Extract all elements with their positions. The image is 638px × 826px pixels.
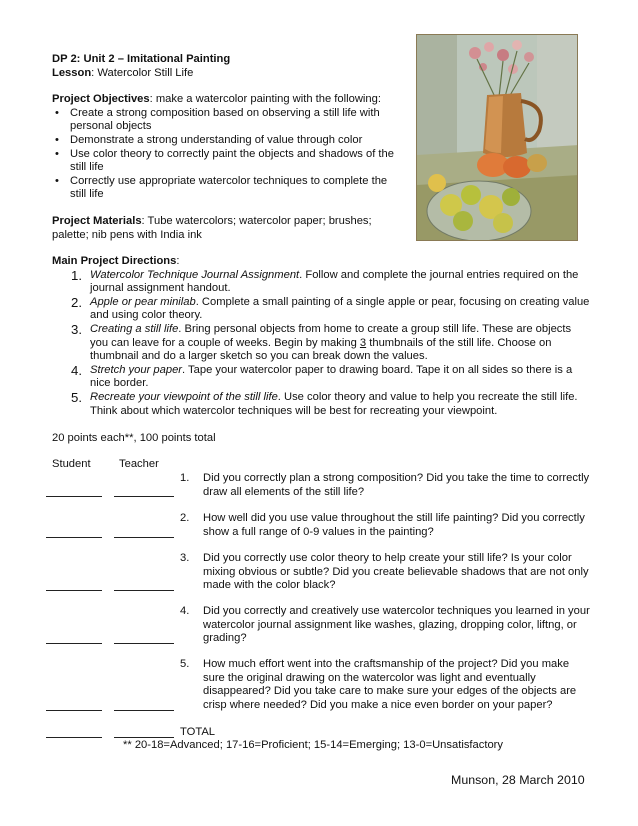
teacher-score-blank[interactable] <box>114 590 174 591</box>
objective-item: • Create a strong composition based on observing a still life with personal objects <box>52 107 404 134</box>
document-title: DP 2: Unit 2 – Imitational Painting <box>52 53 231 65</box>
objectives-label: Project Objectives <box>52 93 150 106</box>
step-text: . Complete a small painting of a single apple or pear, focusing on creating value and using color theory. <box>90 295 590 322</box>
lesson-line <box>52 67 404 81</box>
directions-label: Main Project Directions <box>52 255 177 267</box>
student-score-blank[interactable] <box>46 643 102 644</box>
lesson-label: Lesson <box>52 66 92 79</box>
teacher-score-blank[interactable] <box>114 496 174 497</box>
student-total-blank[interactable] <box>46 737 102 738</box>
teacher-total-blank[interactable] <box>114 737 174 738</box>
direction-step <box>52 323 592 364</box>
step-number: 5. <box>71 389 82 405</box>
step-text: . Tape your watercolor paper to drawing board. Tape it on all sides so there is a nice border. <box>90 363 573 390</box>
step-text: . Use color theory and value to help you recreate the still life. Think about which watercolor techniques will be best for recreating your viewpoint. <box>90 390 578 417</box>
question-number: 5. <box>180 658 190 670</box>
directions-section <box>52 255 592 418</box>
step-text: . Follow and complete the journal entries required on the journal assignment handout. <box>90 268 579 295</box>
objective-item: • Use color theory to correctly paint the objects and shadows of the still life <box>52 148 404 175</box>
points-summary: 20 points each**, 100 points total <box>52 432 216 444</box>
grading-scale-footnote: ** 20-18=Advanced; 17-16=Proficient; 15-14=Emerging; 13-0=Unsatisfactory <box>123 739 503 751</box>
directions-list <box>52 269 592 419</box>
question-number: 2. <box>180 512 190 524</box>
lesson-value: : Watercolor Still Life <box>91 66 194 79</box>
step-number: 2. <box>71 294 82 310</box>
materials-text: : Tube watercolors; watercolor paper; brushes; palette; nib pens with India ink <box>52 214 372 241</box>
directions-colon: : <box>176 255 180 267</box>
materials-label: Project Materials <box>52 214 142 227</box>
question-number: 3. <box>180 552 190 564</box>
objectives-list <box>52 107 404 202</box>
still-life-painting-image <box>416 34 578 241</box>
teacher-score-blank[interactable] <box>114 643 174 644</box>
directions-heading <box>52 255 592 269</box>
header-block <box>52 53 404 242</box>
total-label: TOTAL <box>180 726 216 738</box>
step-number: 1. <box>71 267 82 283</box>
question-text: Did you correctly plan a strong composition? Did you take the time to correctly draw all elements of the still life? <box>203 472 590 498</box>
teacher-column-label: Teacher <box>119 458 159 470</box>
still-life-painting-illustration <box>417 35 578 241</box>
step-title: Apple or pear minilab <box>90 295 196 308</box>
question-number: 4. <box>180 605 190 617</box>
objectives-intro: : make a watercolor painting with the following: <box>149 93 381 106</box>
materials-section <box>52 215 404 242</box>
author-date-signature: Munson, 28 March 2010 <box>451 773 585 787</box>
student-score-blank[interactable] <box>46 590 102 591</box>
direction-step <box>52 296 592 323</box>
question-number: 1. <box>180 472 190 484</box>
step-text: . Bring personal objects from home to create a group still life. These are objects you can leave for a couple of weeks. Begin by making <box>90 322 572 349</box>
teacher-score-blank[interactable] <box>114 537 174 538</box>
step-underlined-count: 3 <box>359 336 367 349</box>
step-title: Stretch your paper <box>90 363 183 376</box>
step-title: Creating a still life <box>90 322 179 335</box>
question-text: Did you correctly and creatively use watercolor techniques you learned in your watercolor journal assignment like washes, glazing, dropping color, liftng, or grading? <box>203 605 590 645</box>
step-number: 3. <box>71 321 82 337</box>
step-number: 4. <box>71 362 82 378</box>
student-column-label: Student <box>52 458 91 470</box>
step-title: Watercolor Technique Journal Assignment <box>90 268 300 281</box>
objectives-intro-line <box>52 93 404 107</box>
student-score-blank[interactable] <box>46 537 102 538</box>
question-text: Did you correctly use color theory to help create your still life? Is your color mixing obvious or subtle? Did you create believable shadows that are not only made with the color black? <box>203 552 589 592</box>
direction-step <box>52 391 592 418</box>
student-score-blank[interactable] <box>46 496 102 497</box>
direction-step <box>52 269 592 296</box>
objectives-section <box>52 93 404 202</box>
step-title: Recreate your viewpoint of the still life <box>90 390 278 403</box>
objective-item: • Correctly use appropriate watercolor techniques to complete the still life <box>52 175 404 202</box>
student-score-blank[interactable] <box>46 710 102 711</box>
objective-item: • Demonstrate a strong understanding of value through color <box>52 134 404 148</box>
step-text: thumbnails of the still life. Choose on thumbnail and do a larger sketch so you can break down the values. <box>90 336 552 363</box>
teacher-score-blank[interactable] <box>114 710 174 711</box>
question-text: How well did you use value throughout the still life painting? Did you correctly show a full range of 0-9 values in the painting? <box>203 512 585 538</box>
question-text: How much effort went into the craftsmanship of the project? Did you make sure the original drawing on the watercolor was light and eventually disappeared? Did you take care to make sure your edges of the objects are crisp where needed? Did you make a nice even border on your paper? <box>203 658 577 711</box>
direction-step <box>52 364 592 391</box>
